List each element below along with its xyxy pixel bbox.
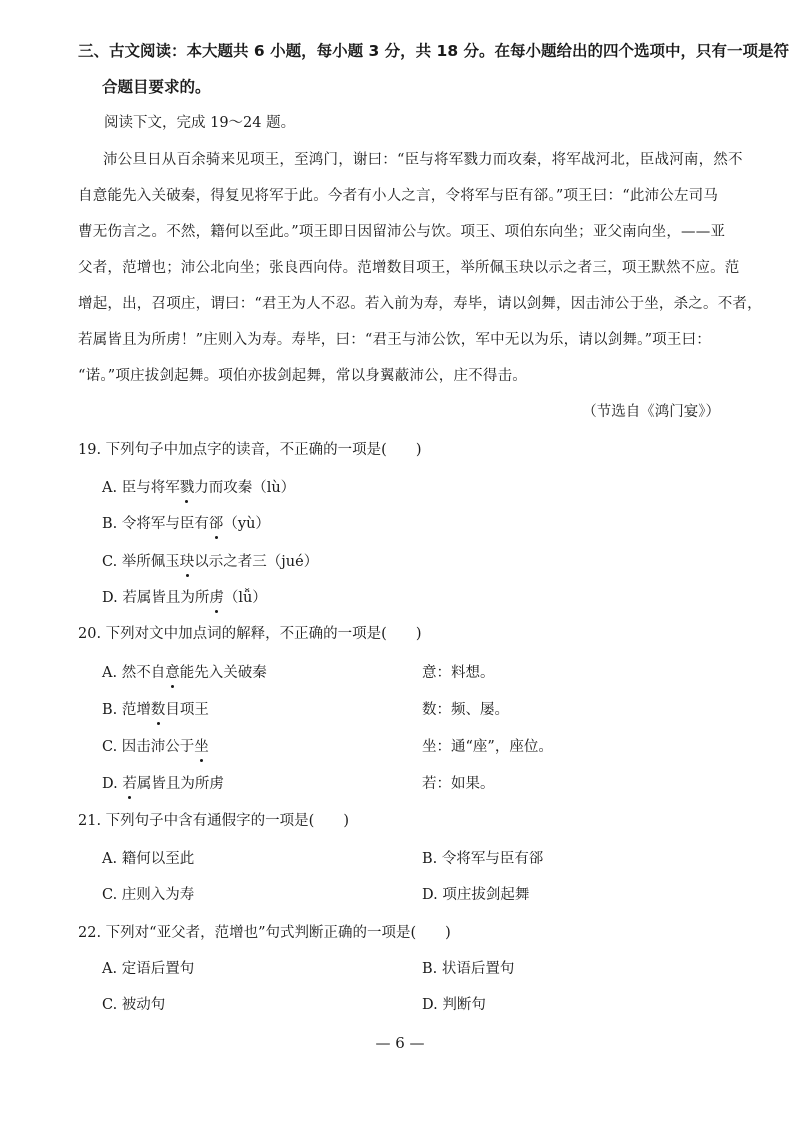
question-21-stem: 21. 下列句子中含有通假字的一项是( ): [78, 813, 349, 829]
q20-option-c-explanation: 坐：通“座”，座位。: [422, 739, 553, 755]
question-19-stem: 19. 下列句子中加点字的读音，不正确的一项是( ): [78, 442, 422, 458]
question-22-stem: 22. 下列对“亚父者，范增也”句式判断正确的一项是( ): [78, 925, 451, 941]
section-heading-cont: 合题目要求的。: [102, 78, 211, 96]
question-20-stem: 20. 下列对文中加点词的解释，不正确的一项是( ): [78, 626, 422, 642]
q20-option-d: D. 若属皆且为所虏: [102, 776, 224, 792]
passage-source: （节选自《鸿门宴》）: [582, 404, 720, 420]
q19-option-a: A. 臣与将军戮力而攻秦（lù）: [102, 480, 296, 496]
reading-instruction: 阅读下文，完成 19～24 题。: [104, 115, 296, 131]
page-number: — 6 —: [375, 1034, 425, 1052]
q22-option-c: C. 被动句: [102, 997, 166, 1013]
q20-option-a: A. 然不自意能先入关破秦: [102, 665, 267, 681]
q22-option-d: D. 判断句: [422, 997, 486, 1013]
q20-option-b-explanation: 数：频、屡。: [422, 702, 509, 718]
q21-option-d: D. 项庄拔剑起舞: [422, 887, 530, 903]
q20-option-c: C. 因击沛公于坐: [102, 739, 209, 755]
passage-line: 父者，范增也；沛公北向坐；张良西向侍。范增数目项王，举所佩玉玦以示之者三，项王默然不应。范: [78, 260, 740, 276]
q20-option-d-explanation: 若：如果。: [422, 776, 495, 792]
q19-option-b: B. 令将军与臣有郤（yù）: [102, 516, 270, 532]
q21-option-a: A. 籍何以至此: [102, 851, 195, 867]
passage-line: “诺。”项庄拔剑起舞。项伯亦拔剑起舞，常以身翼蔽沛公，庄不得击。: [78, 368, 527, 384]
q21-option-b: B. 令将军与臣有郤: [422, 851, 544, 867]
section-heading: 三、古文阅读：本大题共 6 小题，每小题 3 分，共 18 分。在每小题给出的四个选项中，只有一项是符: [78, 42, 790, 60]
q21-option-c: C. 庄则入为寿: [102, 887, 195, 903]
passage-line: 若属皆且为所虏！”庄则入为寿。寿毕，曰：“君王与沛公饮，军中无以为乐，请以剑舞。”项王曰：: [78, 332, 711, 348]
q20-option-b: B. 范增数目项王: [102, 702, 209, 718]
q19-option-d: D. 若属皆且为所虏（lǚ）: [102, 590, 267, 606]
q22-option-a: A. 定语后置句: [102, 961, 195, 977]
q20-option-a-explanation: 意：料想。: [422, 665, 495, 681]
q22-option-b: B. 状语后置句: [422, 961, 515, 977]
passage-line: 自意能先入关破秦，得复见将军于此。今者有小人之言，令将军与臣有郤。”项王曰：“此沛公左司马: [78, 188, 719, 204]
passage-line: 增起，出，召项庄，谓曰：“君王为人不忍。若入前为寿，寿毕，请以剑舞，因击沛公于坐，杀之。不者，: [78, 296, 762, 312]
q19-option-c: C. 举所佩玉玦以示之者三（jué）: [102, 554, 319, 570]
passage-line: 沛公旦日从百余骑来见项王，至鸿门，谢曰：“臣与将军戮力而攻秦，将军战河北，臣战河南，然不: [103, 152, 743, 168]
passage-line: 曹无伤言之。不然，籍何以至此。”项王即日因留沛公与饮。项王、项伯东向坐；亚父南向坐，——亚: [78, 224, 726, 240]
